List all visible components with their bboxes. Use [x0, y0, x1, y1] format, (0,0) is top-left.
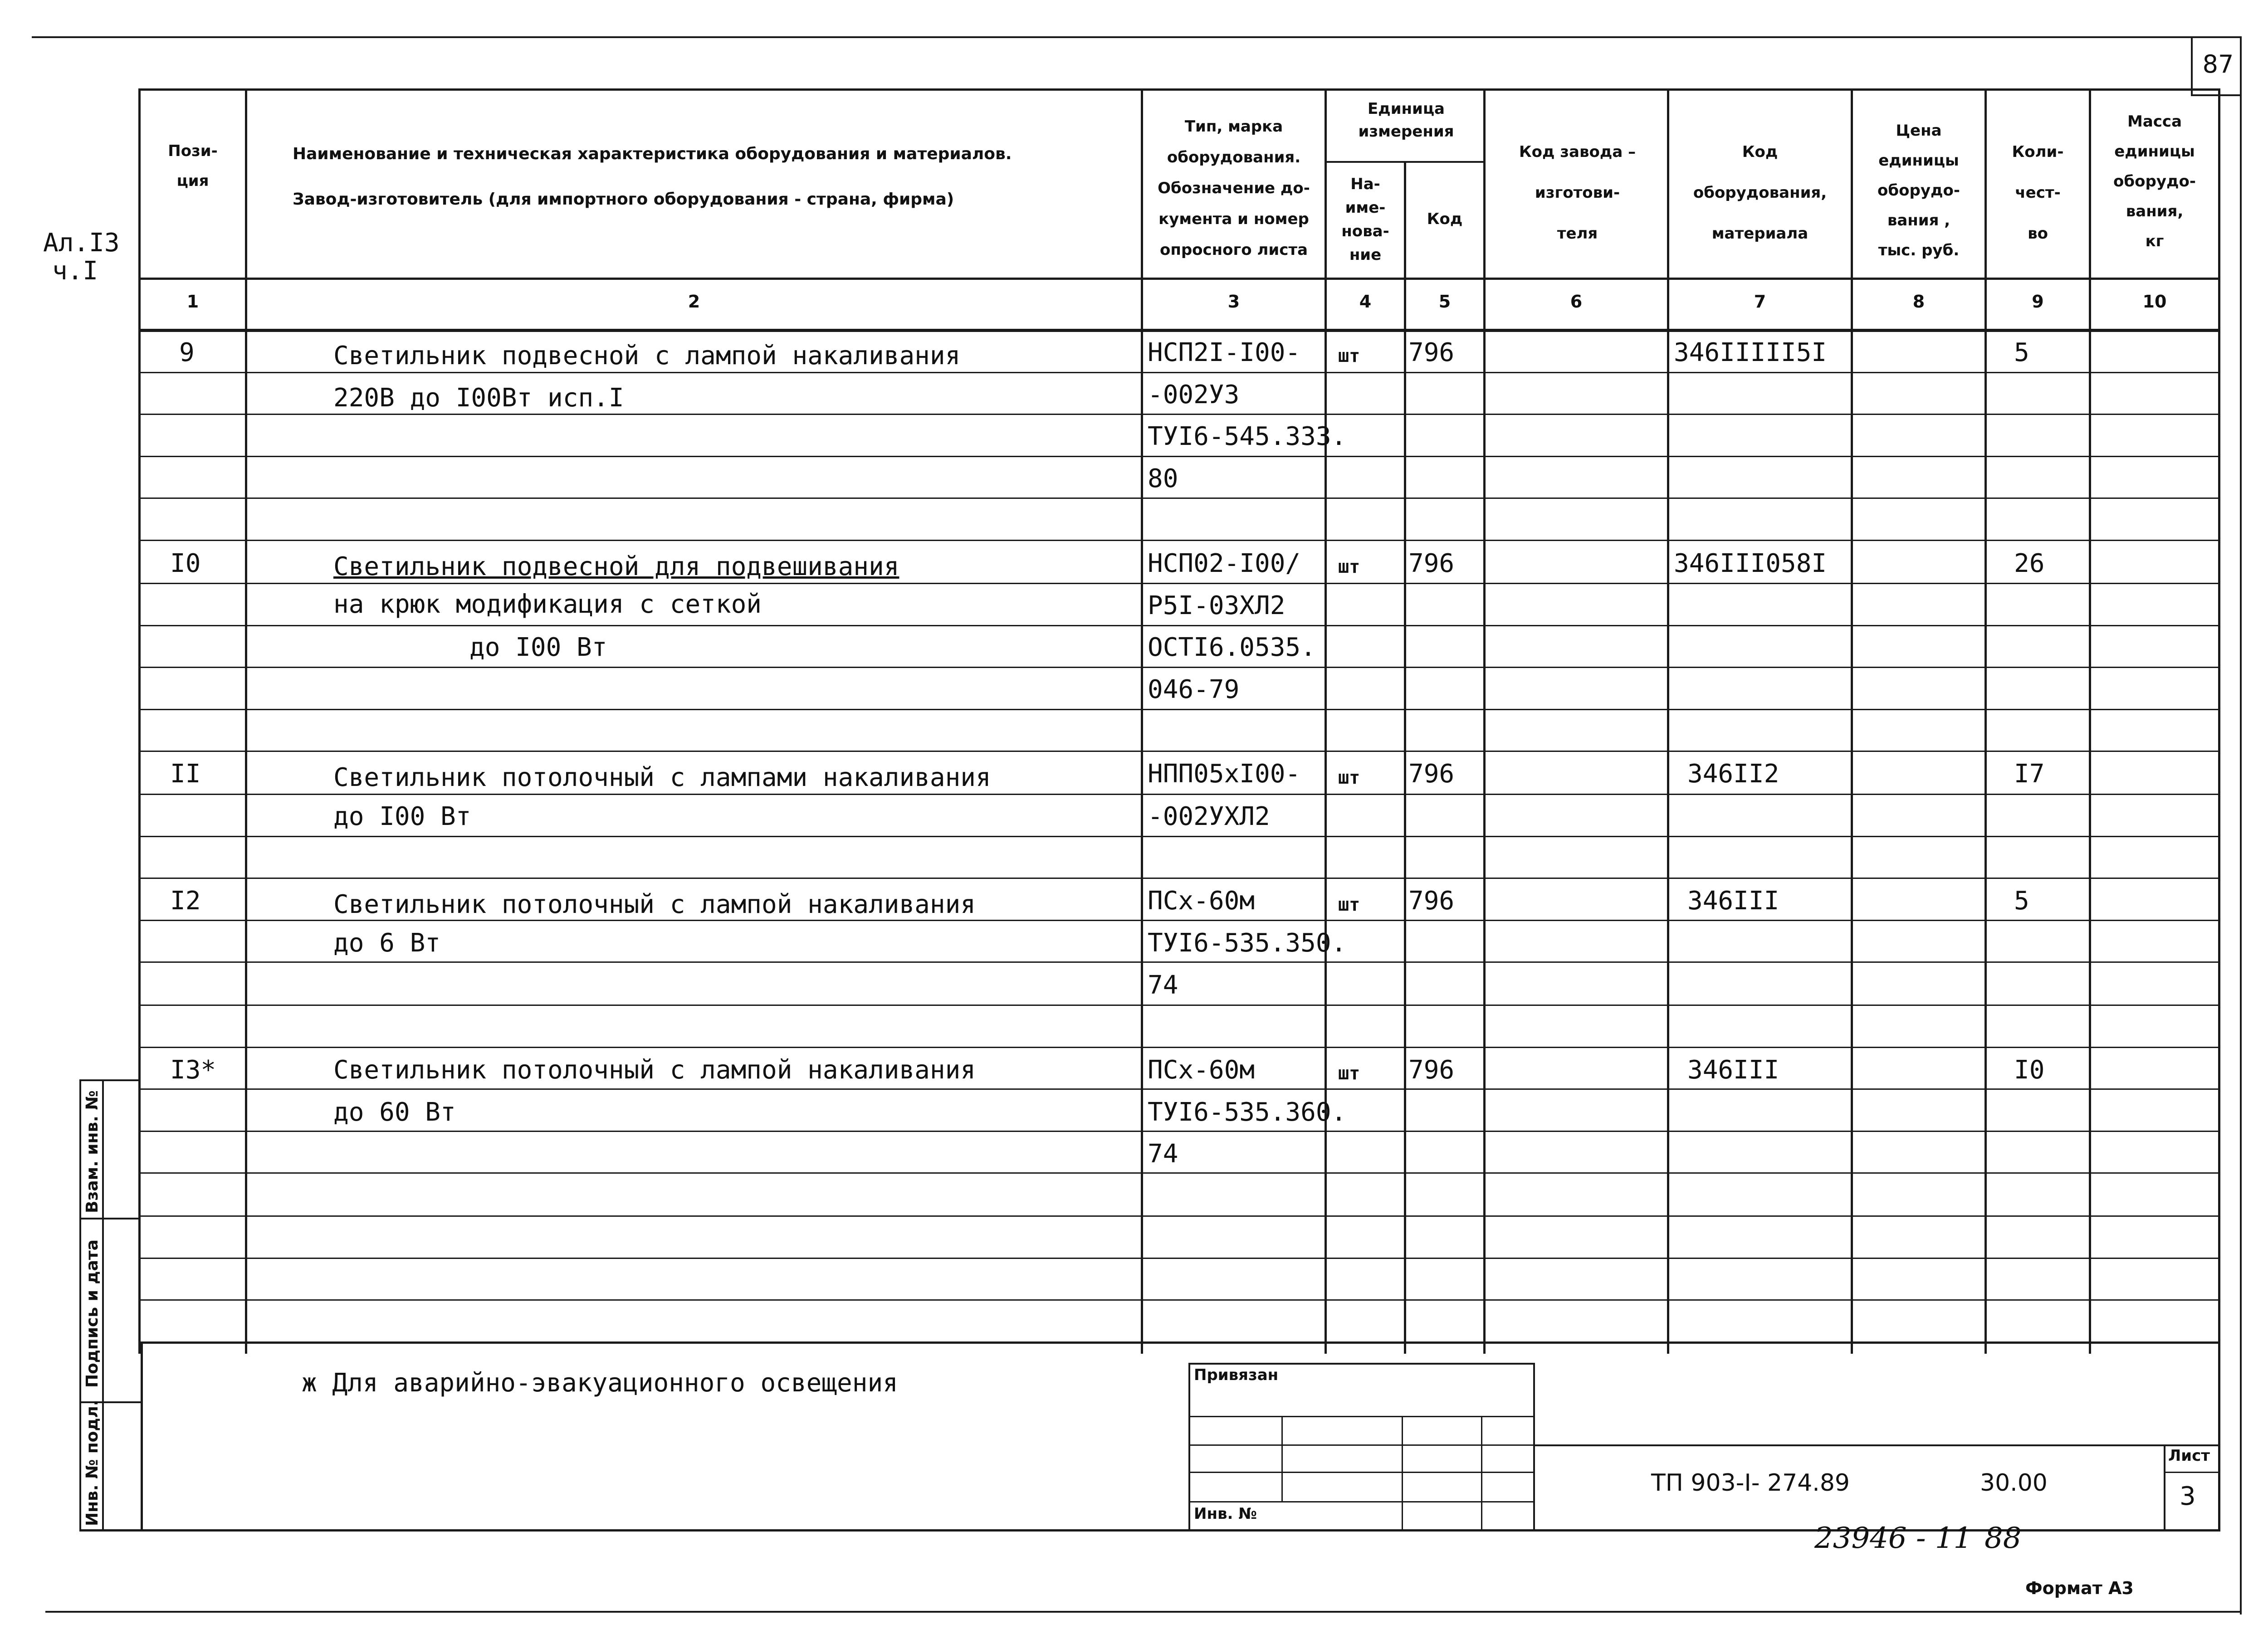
colnum-1: 1	[186, 292, 199, 312]
row-type-line: 74	[1148, 971, 1178, 1000]
footnote: ж Для аварийно-эвакуационного освещения	[302, 1368, 898, 1398]
row-position: I2	[170, 886, 201, 916]
header-col6: Код завода – изготови- теля	[1519, 143, 1636, 243]
header-col8: Цена единицы оборудо- вания , тыс. руб.	[1877, 122, 1960, 259]
row-equip-code: 346IIIII5I	[1674, 338, 1827, 367]
row-unit: шт	[1338, 556, 1360, 577]
row-type-line: -002УХЛ2	[1148, 802, 1270, 831]
row-name-line: Светильник подвесной для подвешивания	[333, 552, 899, 581]
row-position: 9	[179, 338, 195, 367]
row-type-line: НПП05хI00-	[1148, 759, 1301, 789]
row-name-line: 220В до I00Вт исп.I	[333, 383, 624, 413]
colnum-2: 2	[688, 292, 700, 312]
side-label-inv: Инв. № подл.	[83, 1400, 102, 1526]
row-type-line: НСП2I-I00-	[1148, 338, 1301, 367]
colnum-7: 7	[1754, 292, 1766, 312]
row-quantity: 5	[2014, 338, 2029, 367]
row-quantity: I7	[2014, 759, 2045, 789]
row-position: I3*	[170, 1055, 216, 1085]
colnum-6: 6	[1570, 292, 1583, 312]
row-type-line: ТУI6-545.333.	[1148, 422, 1347, 451]
row-unit: шт	[1338, 894, 1360, 915]
colnum-4: 4	[1359, 292, 1372, 312]
header-col10: Масса единицы оборудо- вания, кг	[2113, 112, 2196, 250]
header-col4: На- име- нова- ние	[1341, 175, 1389, 264]
page-number: 87	[2202, 50, 2234, 78]
stamp-sheet-label: Лист	[2168, 1447, 2210, 1465]
row-type-line: ТУI6-535.350.	[1148, 928, 1347, 958]
album-line-2: ч.I	[52, 256, 98, 286]
row-name-line: Светильник потолочный с лампой накаливания	[333, 890, 976, 919]
row-unit-code: 796	[1408, 1055, 1455, 1085]
row-type-line: 80	[1148, 464, 1178, 493]
row-type-line: НСП02-I00/	[1148, 549, 1301, 578]
stamp-sheet-number: 3	[2180, 1482, 2196, 1511]
handwritten-extra: 88	[1984, 1522, 2022, 1555]
row-equip-code: 346II2	[1687, 759, 1779, 789]
row-type-line: ОСТI6.0535.	[1148, 633, 1316, 662]
row-unit-code: 796	[1408, 338, 1455, 367]
stamp-inv: Инв. №	[1194, 1505, 1257, 1523]
colnum-3: 3	[1227, 292, 1240, 312]
row-type-line: 046-79	[1148, 675, 1240, 704]
row-equip-code: 346III	[1687, 1055, 1779, 1085]
colnum-5: 5	[1438, 292, 1451, 312]
row-quantity: 5	[2014, 886, 2029, 916]
album-label	[43, 229, 120, 285]
side-label-vzam: Взам. инв. №	[83, 1090, 102, 1213]
row-unit-code: 796	[1408, 549, 1455, 578]
header-col9: Коли- чест- во	[2012, 143, 2064, 243]
row-unit-code: 796	[1408, 759, 1455, 789]
stamp-doc-code: ТП 903-I- 274.89	[1651, 1469, 1850, 1497]
row-type-line: -002У3	[1148, 380, 1240, 410]
row-unit: шт	[1338, 767, 1360, 788]
bottom-border	[45, 1611, 2241, 1613]
row-type-line: ПСх-60м	[1148, 886, 1255, 916]
header-col3: Тип, марка оборудования. Обозначение до- кумента и номер опросного листа	[1158, 117, 1310, 259]
row-unit: шт	[1338, 1063, 1360, 1084]
stamp-section: 30.00	[1980, 1469, 2048, 1497]
row-name-line: до I00 Вт	[333, 802, 471, 831]
row-type-line: 74	[1148, 1139, 1178, 1169]
row-equip-code: 346III	[1687, 886, 1779, 916]
row-type-line: ПСх-60м	[1148, 1055, 1255, 1085]
stamp-privyazan: Привязан	[1194, 1366, 1279, 1384]
header-col7: Код оборудования, материала	[1693, 143, 1827, 243]
row-equip-code: 346III058I	[1674, 549, 1827, 578]
row-quantity: 26	[2014, 549, 2045, 578]
header-col1: Пози- ция	[168, 142, 218, 190]
format-label: Формат А3	[2025, 1578, 2134, 1598]
row-position: II	[170, 759, 201, 789]
handwritten-number: 23946 - 11	[1814, 1522, 1972, 1555]
row-name-line: до I00 Вт	[469, 633, 607, 662]
colnum-10: 10	[2142, 292, 2167, 312]
row-name-line: до 60 Вт	[333, 1097, 456, 1127]
colnum-8: 8	[1912, 292, 1925, 312]
header-unit-group: Единица измерения	[1358, 100, 1454, 141]
header-col5: Код	[1427, 210, 1463, 228]
row-name-line: Светильник потолочный с лампами накаливания	[333, 763, 991, 792]
row-unit-code: 796	[1408, 886, 1455, 916]
header-col2: Наименование и техническая характеристика оборудования и материалов. Завод-изготовитель (для импортного оборудования - страна, фирма)	[293, 145, 1012, 209]
row-unit: шт	[1338, 346, 1360, 366]
row-name-line: Светильник потолочный с лампой накаливания	[333, 1055, 976, 1085]
side-label-podpis: Подпись и дата	[83, 1239, 102, 1388]
colnum-9: 9	[2032, 292, 2044, 312]
row-name-line: до 6 Вт	[333, 928, 441, 958]
row-type-line: ТУI6-535.360.	[1148, 1097, 1347, 1127]
row-type-line: Р5I-03ХЛ2	[1148, 591, 1286, 620]
right-border	[2240, 36, 2242, 1614]
top-border	[32, 36, 2241, 38]
row-position: I0	[170, 549, 201, 578]
row-name-line: на крюк модификация с сеткой	[333, 590, 762, 619]
album-line-1: Ал.I3	[43, 228, 120, 258]
row-name-line: Светильник подвесной с лампой накаливания	[333, 341, 961, 371]
row-quantity: I0	[2014, 1055, 2045, 1085]
